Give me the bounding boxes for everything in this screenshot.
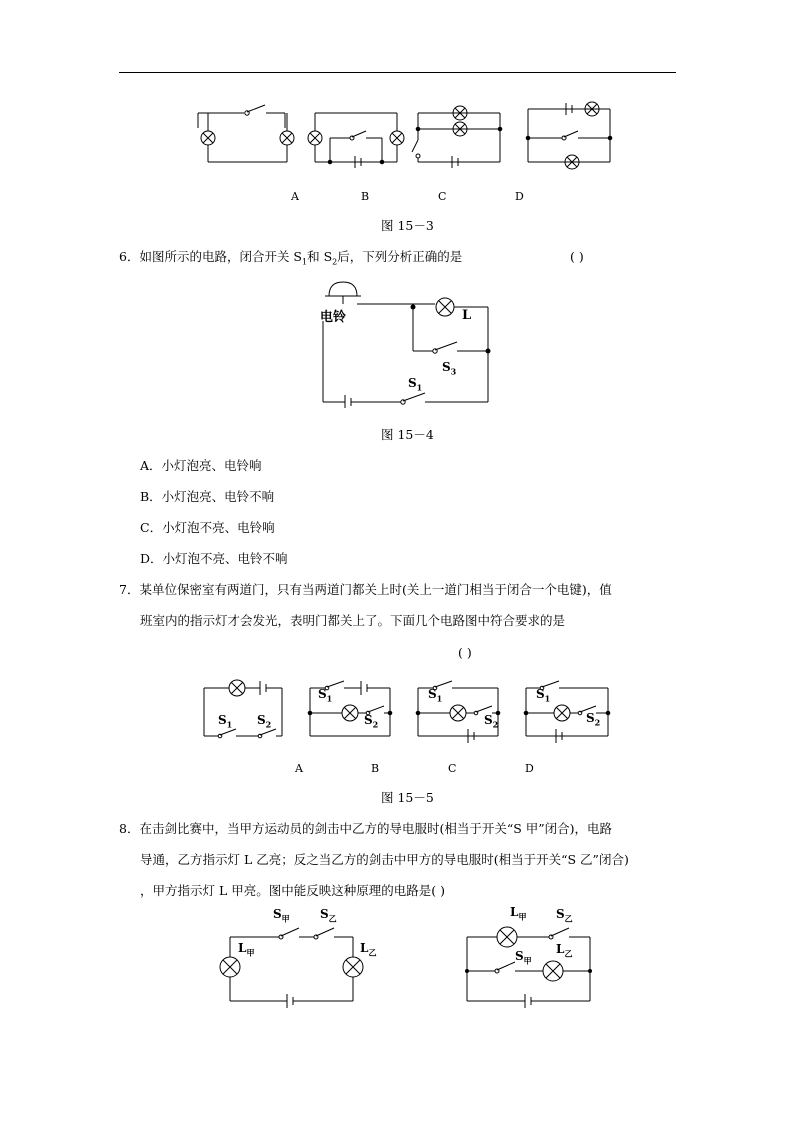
q7b-s1-label: $S_1$ — [318, 687, 333, 704]
figure-15-5-circuits — [198, 676, 618, 746]
lamp-l-label: L — [462, 308, 472, 323]
q8-circuit-right — [467, 927, 590, 1008]
fig15-5-letter-c: C — [448, 762, 457, 775]
circuit-b — [308, 113, 404, 168]
question-7-bracket: ( ) — [458, 645, 472, 660]
q7a-s1-label: $S_1$ — [218, 713, 233, 730]
q7c-s2-label: $S_2$ — [484, 713, 499, 730]
fig15-3-letter-a: A — [291, 190, 299, 203]
q7d-s1-label: $S_1$ — [536, 687, 551, 704]
fig15-5-letter-b: B — [371, 762, 380, 775]
switch-s3-label: $S_3$ — [442, 360, 457, 377]
circuit-c — [412, 106, 500, 168]
fig15-3-letter-b: B — [361, 190, 370, 203]
q8-right-l-yi-label: $L_乙$ — [556, 942, 573, 959]
q8-right-s-yi-label: $S_乙$ — [556, 907, 573, 924]
q8-right-s-jia-label: $S_甲$ — [515, 949, 532, 966]
circuit-a — [198, 105, 294, 162]
question-8-line-3: ，甲方指示灯 L 甲亮。图中能反映这种原理的电路是( ) — [140, 883, 445, 898]
figure-15-3-caption: 图 15－3 — [381, 218, 434, 233]
fig15-5-letter-a: A — [295, 762, 303, 775]
q8-left-l-jia-label: $L_甲$ — [238, 941, 255, 958]
question-7-line-1: 7．某单位保密室有两道门，只有当两道门都关上时(关上一道门相当于闭合一个电键)，值 — [119, 582, 612, 597]
q6-option-c: C．小灯泡不亮、电铃响 — [140, 520, 275, 535]
figure-15-5-caption: 图 15－5 — [381, 790, 434, 805]
q8-right-l-jia-label: $L_甲$ — [510, 905, 527, 922]
header-rule — [119, 72, 676, 73]
question-8-line-1: 8．在击剑比赛中，当甲方运动员的剑击中乙方的导电服时(相当于开关“S 甲”闭合)，电路 — [119, 821, 613, 836]
q8-left-s-jia-label: $S_甲$ — [273, 907, 290, 924]
fig15-5-letter-d: D — [525, 762, 534, 775]
question-8-line-2: 导通，乙方指示灯 L 乙亮；反之当乙方的剑击中甲方的导电服时(相当于开关“S 乙”闭合) — [140, 852, 629, 867]
bell-label: 电铃 — [320, 310, 347, 325]
q8-left-l-yi-label: $L_乙$ — [360, 941, 377, 958]
q8-circuit-left — [220, 928, 363, 1008]
fig15-3-letter-c: C — [438, 190, 447, 203]
q6-option-d: D．小灯泡不亮、电铃不响 — [140, 551, 288, 566]
switch-s1-label: $S_1$ — [408, 376, 423, 393]
q6-option-b: B．小灯泡亮、电铃不响 — [140, 489, 275, 504]
question-7-line-2: 班室内的指示灯才会发光，表明门都关上了。下面几个电路图中符合要求的是 — [140, 613, 566, 628]
q8-left-s-yi-label: $S_乙$ — [320, 907, 337, 924]
q7d-s2-label: $S_2$ — [586, 711, 601, 728]
q7b-s2-label: $S_2$ — [364, 713, 379, 730]
q7a-s2-label: $S_2$ — [257, 713, 272, 730]
question-6-bracket: ( ) — [570, 249, 584, 264]
figure-15-4-caption: 图 15－4 — [381, 427, 434, 442]
q7c-s1-label: $S_1$ — [428, 687, 443, 704]
fig15-3-letter-d: D — [515, 190, 524, 203]
question-6-text: 6．如图所示的电路，闭合开关 $S_1$和 $S_2$后，下列分析正确的是 — [119, 249, 463, 267]
q6-option-a: A．小灯泡亮、电铃响 — [140, 458, 262, 473]
circuit-d — [528, 102, 610, 169]
figure-15-3-circuits — [190, 100, 620, 170]
